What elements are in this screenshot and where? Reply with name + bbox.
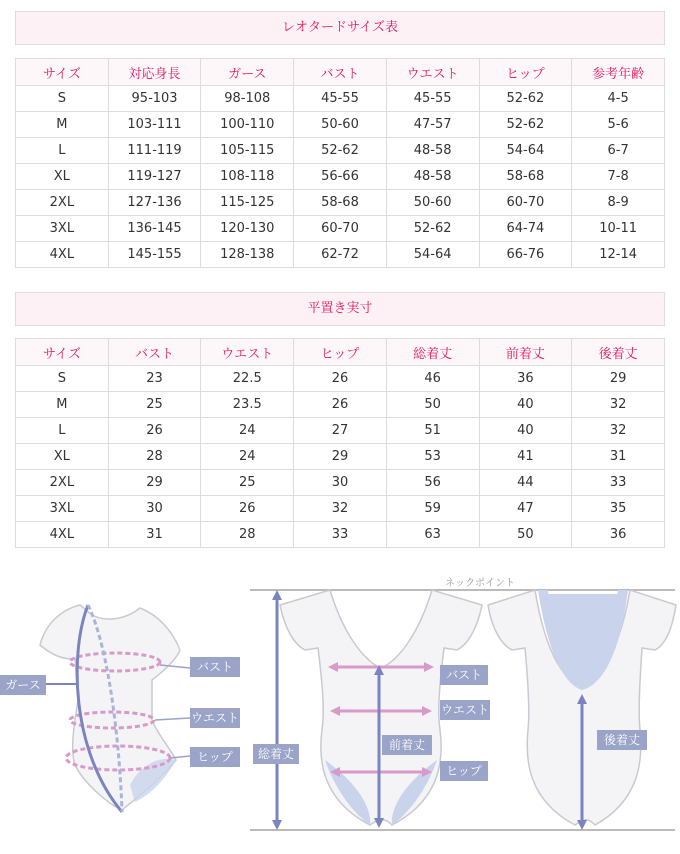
table-cell: 52-62 <box>386 216 479 242</box>
table-cell: 4XL <box>16 522 109 548</box>
table-cell: 50 <box>479 522 572 548</box>
table-cell: 24 <box>201 444 294 470</box>
table-cell: 58-68 <box>479 164 572 190</box>
table-cell: 25 <box>201 470 294 496</box>
leotard-size-title: レオタードサイズ表 <box>15 11 665 45</box>
column-header: ヒップ <box>479 59 572 86</box>
table-cell: 4-5 <box>572 86 665 112</box>
table-cell: 50-60 <box>386 190 479 216</box>
table-cell: 32 <box>294 496 387 522</box>
column-header: バスト <box>108 339 201 366</box>
table-cell: 52-62 <box>479 112 572 138</box>
table-cell: M <box>16 392 109 418</box>
table-cell: 48-58 <box>386 164 479 190</box>
neck-point-label: ネックポイント <box>445 578 515 589</box>
table-cell: 28 <box>201 522 294 548</box>
table-cell: 54-64 <box>479 138 572 164</box>
table-cell: 32 <box>572 392 665 418</box>
table-cell: 40 <box>479 418 572 444</box>
table-cell: M <box>16 112 109 138</box>
table-row <box>16 242 665 268</box>
front-waist-label: ウエスト <box>440 700 490 720</box>
table-cell: 3XL <box>16 496 109 522</box>
table-cell: 2XL <box>16 470 109 496</box>
table-cell: 48-58 <box>386 138 479 164</box>
table-cell: 7-8 <box>572 164 665 190</box>
table-row <box>16 444 665 470</box>
table-row <box>16 470 665 496</box>
table-row <box>16 418 665 444</box>
table-cell: XL <box>16 444 109 470</box>
table-cell: 30 <box>108 496 201 522</box>
table-cell: 56-66 <box>294 164 387 190</box>
table-cell: 26 <box>294 366 387 392</box>
column-header: ウエスト <box>201 339 294 366</box>
table-cell: 60-70 <box>294 216 387 242</box>
table-cell: S <box>16 86 109 112</box>
table-cell: 30 <box>294 470 387 496</box>
table-cell: 47 <box>479 496 572 522</box>
table-cell: 46 <box>386 366 479 392</box>
back-view <box>488 590 676 830</box>
table-cell: 58-68 <box>294 190 387 216</box>
table-cell: 136-145 <box>108 216 201 242</box>
table-cell: 24 <box>201 418 294 444</box>
table-cell: 56 <box>386 470 479 496</box>
table-cell: 45-55 <box>386 86 479 112</box>
table-cell: 54-64 <box>386 242 479 268</box>
table-cell: 60-70 <box>479 190 572 216</box>
table-cell: 33 <box>294 522 387 548</box>
column-header: 前着丈 <box>479 339 572 366</box>
diagram-illustration <box>0 560 680 850</box>
table-cell: 52-62 <box>294 138 387 164</box>
table-row <box>16 496 665 522</box>
table-cell: 51 <box>386 418 479 444</box>
front-bust-label: バスト <box>440 665 488 685</box>
table-row <box>16 216 665 242</box>
column-header: 対応身長 <box>108 59 201 86</box>
table-cell: 29 <box>572 366 665 392</box>
body-illustration <box>40 605 190 812</box>
table-cell: 29 <box>294 444 387 470</box>
column-header: ヒップ <box>294 339 387 366</box>
table-cell: 47-57 <box>386 112 479 138</box>
table-cell: 36 <box>572 522 665 548</box>
table-cell: 31 <box>108 522 201 548</box>
table-cell: 64-74 <box>479 216 572 242</box>
table-cell: 23.5 <box>201 392 294 418</box>
table-cell: 145-155 <box>108 242 201 268</box>
column-header: バスト <box>294 59 387 86</box>
flat-measure-title: 平置き実寸 <box>15 292 665 326</box>
table-cell: 66-76 <box>479 242 572 268</box>
table-cell: 108-118 <box>201 164 294 190</box>
table-cell: 105-115 <box>201 138 294 164</box>
table-cell: 36 <box>479 366 572 392</box>
girth-label: ガース <box>0 675 46 695</box>
table-cell: 111-119 <box>108 138 201 164</box>
waist-label: ウエスト <box>190 708 240 728</box>
table-cell: 5-6 <box>572 112 665 138</box>
column-header: ウエスト <box>386 59 479 86</box>
table-cell: 115-125 <box>201 190 294 216</box>
table-cell: 52-62 <box>479 86 572 112</box>
table-cell: 40 <box>479 392 572 418</box>
table-cell: 95-103 <box>108 86 201 112</box>
table-cell: 53 <box>386 444 479 470</box>
table-row <box>16 86 665 112</box>
table-cell: 26 <box>108 418 201 444</box>
table-cell: 10-11 <box>572 216 665 242</box>
table-cell: 26 <box>294 392 387 418</box>
table-cell: 119-127 <box>108 164 201 190</box>
table-cell: 6-7 <box>572 138 665 164</box>
table-header-row <box>16 339 665 366</box>
table-row <box>16 522 665 548</box>
table-row <box>16 392 665 418</box>
table-row <box>16 112 665 138</box>
table-cell: 59 <box>386 496 479 522</box>
table-cell: 41 <box>479 444 572 470</box>
table-cell: 28 <box>108 444 201 470</box>
table-cell: 35 <box>572 496 665 522</box>
column-header: サイズ <box>16 339 109 366</box>
table-cell: 127-136 <box>108 190 201 216</box>
table-cell: 33 <box>572 470 665 496</box>
table-cell: 8-9 <box>572 190 665 216</box>
table-row <box>16 138 665 164</box>
table-cell: 63 <box>386 522 479 548</box>
column-header: 総着丈 <box>386 339 479 366</box>
table-header-row <box>16 59 665 86</box>
table-cell: 62-72 <box>294 242 387 268</box>
table-row <box>16 366 665 392</box>
table-cell: 45-55 <box>294 86 387 112</box>
table-cell: 23 <box>108 366 201 392</box>
column-header: サイズ <box>16 59 109 86</box>
table-cell: 50-60 <box>294 112 387 138</box>
table-cell: 98-108 <box>201 86 294 112</box>
table-cell: S <box>16 366 109 392</box>
leotard-size-table <box>15 58 665 268</box>
table-row <box>16 190 665 216</box>
hip-label: ヒップ <box>190 747 240 767</box>
front-hip-label: ヒップ <box>440 761 488 781</box>
column-header: ガース <box>201 59 294 86</box>
flat-measure-table <box>15 338 665 548</box>
table-cell: 50 <box>386 392 479 418</box>
front-length-label: 前着丈 <box>382 735 432 755</box>
table-cell: 2XL <box>16 190 109 216</box>
table-cell: 4XL <box>16 242 109 268</box>
measurement-diagram <box>0 560 680 850</box>
back-length-label: 後着丈 <box>597 730 647 750</box>
table-cell: XL <box>16 164 109 190</box>
table-cell: L <box>16 418 109 444</box>
table-cell: 12-14 <box>572 242 665 268</box>
total-length-label: 総着丈 <box>253 744 299 764</box>
table-cell: L <box>16 138 109 164</box>
table-cell: 100-110 <box>201 112 294 138</box>
table-cell: 32 <box>572 418 665 444</box>
table-cell: 29 <box>108 470 201 496</box>
table-cell: 44 <box>479 470 572 496</box>
table-cell: 22.5 <box>201 366 294 392</box>
table-row <box>16 164 665 190</box>
table-cell: 103-111 <box>108 112 201 138</box>
table-cell: 31 <box>572 444 665 470</box>
table-cell: 27 <box>294 418 387 444</box>
table-cell: 120-130 <box>201 216 294 242</box>
table-cell: 26 <box>201 496 294 522</box>
table-cell: 25 <box>108 392 201 418</box>
column-header: 参考年齢 <box>572 59 665 86</box>
table-cell: 3XL <box>16 216 109 242</box>
column-header: 後着丈 <box>572 339 665 366</box>
bust-label: バスト <box>190 657 240 677</box>
table-cell: 128-138 <box>201 242 294 268</box>
